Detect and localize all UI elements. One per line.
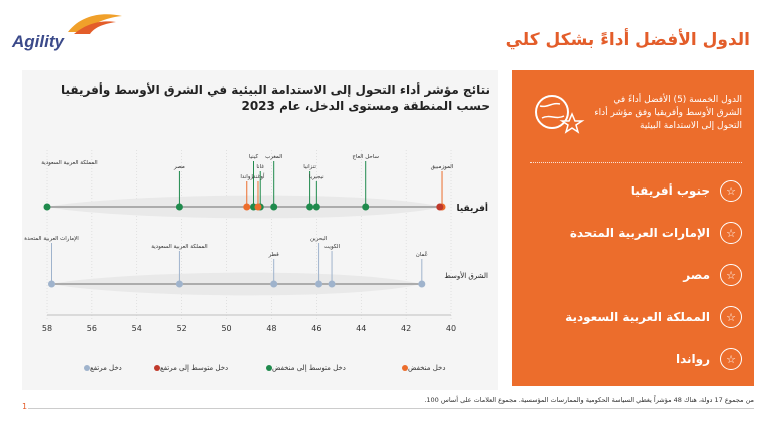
point-label: قطر xyxy=(268,252,279,258)
point-label: غانا xyxy=(256,164,265,170)
point-label: كينيا xyxy=(248,154,259,160)
panel-description: الدول الخمسة (5) الأفضل أداءً في الشرق الأوسط وأفريقيا وفق مؤشر أداء التحول إلى الاستدامة البيئية xyxy=(594,95,742,131)
footnote: من مجموع 17 دولة، هناك 48 مؤشراً يغطي السياسة الحكومية والممارسات المؤسسية. مجموع العلامات على أساس 100. xyxy=(424,396,754,404)
globe-star-icon xyxy=(530,88,590,138)
data-point xyxy=(313,204,320,211)
legend-item-low xyxy=(398,364,445,372)
legend-item-upper-middle xyxy=(150,364,228,372)
page-number: 1 xyxy=(22,402,28,411)
x-tick-label: 56 xyxy=(86,324,97,333)
data-point xyxy=(306,204,313,211)
point-label: الإمارات العربية المتحدة xyxy=(24,236,79,242)
rank-label: المملكة العربية السعودية xyxy=(565,310,710,324)
rank-label: الإمارات العربية المتحدة xyxy=(569,226,710,240)
point-label: نيجيريا xyxy=(309,174,324,180)
data-point xyxy=(436,204,443,211)
point-label: الموزمبيق xyxy=(430,164,454,170)
x-tick-label: 44 xyxy=(356,324,367,333)
data-point xyxy=(270,281,277,288)
point-label: رواندا xyxy=(240,174,254,180)
legend-label-high: دخل مرتفع xyxy=(90,364,122,372)
star-icon: ☆ xyxy=(720,264,742,286)
data-point xyxy=(48,281,55,288)
top-performers-panel xyxy=(512,70,754,386)
x-tick-label: 48 xyxy=(266,324,277,333)
point-label: مصر xyxy=(174,164,185,170)
chart-title: نتائج مؤشر أداء التحول إلى الاستدامة البيئية في الشرق الأوسط وأفريقيا حسب المنطقة ومستوى الدخل، عام 2023 xyxy=(60,83,490,113)
logo-text: Agility xyxy=(12,32,64,51)
legend-item-lower-middle xyxy=(262,364,346,372)
rank-label: رواندا xyxy=(675,352,710,366)
legend-item-high xyxy=(80,364,122,372)
row-label: أفريقيا xyxy=(456,204,488,214)
rank-item-5 xyxy=(532,348,742,370)
star-icon: ☆ xyxy=(720,348,742,370)
data-point xyxy=(418,281,425,288)
legend-label-low: دخل منخفض xyxy=(408,364,446,372)
bottom-divider xyxy=(28,408,754,409)
x-tick-label: 52 xyxy=(176,324,187,333)
rank-item-2 xyxy=(532,222,742,244)
data-point xyxy=(176,204,183,211)
page-title: الدول الأفضل أداءً بشكل كلي xyxy=(505,30,750,50)
point-label: ساحل العاج xyxy=(352,154,380,160)
point-label: عُمان xyxy=(415,252,428,258)
legend-label-lower-middle: دخل متوسط إلى منخفض xyxy=(272,364,346,372)
point-label: البحرين xyxy=(309,236,328,242)
legend-dot-lower-middle xyxy=(266,365,272,371)
point-label: الكويت xyxy=(324,244,341,250)
star-icon: ☆ xyxy=(720,180,742,202)
star-icon: ☆ xyxy=(720,222,742,244)
legend-dot-low xyxy=(402,365,408,371)
x-tick-label: 46 xyxy=(311,324,322,333)
data-point xyxy=(254,204,261,211)
rank-label: مصر xyxy=(683,268,710,282)
x-tick-label: 58 xyxy=(41,324,53,333)
legend-label-upper-middle: دخل متوسط إلى مرتفع xyxy=(160,364,229,372)
x-tick-label: 42 xyxy=(401,324,412,333)
data-point xyxy=(44,204,51,211)
point-label: المغرب xyxy=(265,154,283,160)
annotation-label: المملكة العربية السعودية xyxy=(41,160,98,166)
legend-dot-high xyxy=(84,365,90,371)
data-point xyxy=(176,281,183,288)
data-point xyxy=(315,281,322,288)
data-point xyxy=(270,204,277,211)
rank-item-3 xyxy=(532,264,742,286)
data-point xyxy=(329,281,336,288)
panel-divider xyxy=(530,162,742,163)
row-label: الشرق الأوسط xyxy=(444,272,488,280)
point-label: تنزانيا xyxy=(303,164,316,170)
rank-label: جنوب أفريقيا xyxy=(630,184,710,198)
point-label: المملكة العربية السعودية xyxy=(151,244,208,250)
x-tick-label: 54 xyxy=(131,324,142,333)
rank-item-4 xyxy=(532,306,742,328)
x-tick-label: 50 xyxy=(221,324,232,333)
point-label: أوغندا xyxy=(251,174,265,180)
rank-item-1 xyxy=(532,180,742,202)
data-point xyxy=(243,204,250,211)
data-point xyxy=(362,204,369,211)
star-icon: ☆ xyxy=(720,306,742,328)
legend-dot-upper-middle xyxy=(154,365,160,371)
x-tick-label: 40 xyxy=(445,324,457,333)
